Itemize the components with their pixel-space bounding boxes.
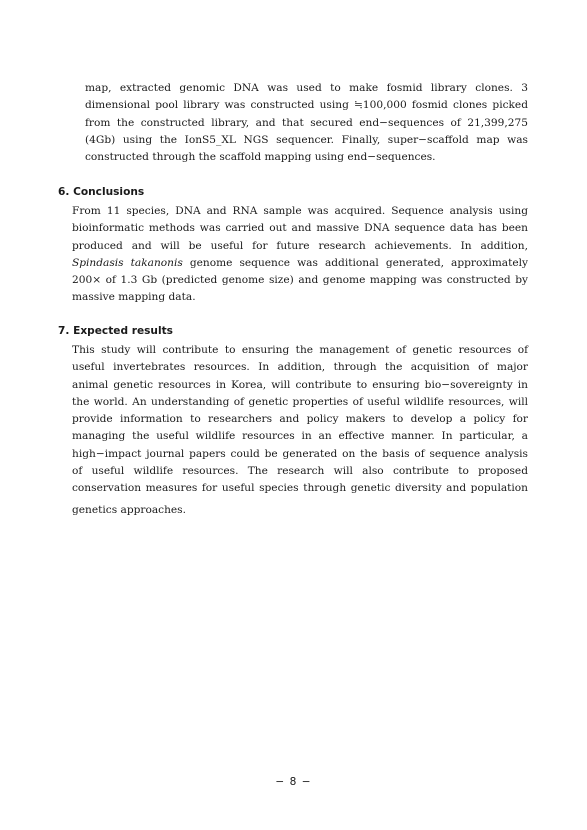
intro-line: map, extracted genomic DNA was used to make fosmid library clones. 3 (85, 82, 528, 94)
conclusions-line: massive mapping data. (72, 291, 196, 304)
expected-results-heading: 7. Expected results (58, 325, 173, 337)
conclusions-line: From 11 species, DNA and RNA sample was acquired. Sequence analysis using (72, 205, 528, 217)
expected-line: useful invertebrates resources. In addition, through the acquisition of major (72, 361, 528, 374)
conclusions-paragraph (72, 203, 528, 307)
expected-line: of useful wildlife resources. The research will also contribute to proposed (72, 465, 528, 478)
page-number: − 8 − (275, 776, 312, 788)
expected-results-paragraph (72, 342, 528, 519)
intro-line: (4Gb) using the IonS5_XL NGS sequencer. Finally, super−scaffold map was (85, 133, 528, 146)
intro-paragraph (85, 80, 528, 166)
expected-line: animal genetic resources in Korea, will contribute to ensuring bio−sovereignty in (72, 378, 528, 391)
expected-line: the world. An understanding of genetic properties of useful wildlife resources, will (72, 395, 528, 408)
expected-line: provide information to researchers and policy makers to develop a policy for (72, 413, 528, 426)
expected-line: genetics approaches. (72, 503, 186, 516)
species-line-rest: genome sequence was additional generated, approximately (182, 256, 528, 269)
intro-line: dimensional pool library was constructed using ≒100,000 fosmid clones picked (85, 99, 528, 112)
conclusions-heading: 6. Conclusions (58, 186, 145, 198)
expected-line: high−impact journal papers could be generated on the basis of sequence analysis (72, 447, 528, 460)
species-name: Spindasis takanonis (72, 256, 183, 269)
conclusions-line: bioinformatic methods was carried out and massive DNA sequence data has been (72, 222, 528, 235)
intro-line: constructed through the scaffold mapping using end−sequences. (85, 151, 436, 164)
conclusions-species-line (72, 255, 528, 272)
intro-line: from the constructed library, and that secured end−sequences of 21,399,275 (85, 116, 528, 129)
expected-line: This study will contribute to ensuring the management of genetic resources of (72, 344, 528, 356)
expected-line: managing the useful wildlife resources in an effective manner. In particular, a (72, 430, 528, 443)
conclusions-line: 200× of 1.3 Gb (predicted genome size) and genome mapping was constructed by (72, 274, 528, 287)
conclusions-line: produced and will be useful for future research achievements. In addition, (72, 239, 528, 252)
expected-line: conservation measures for useful species through genetic diversity and population (72, 482, 528, 495)
